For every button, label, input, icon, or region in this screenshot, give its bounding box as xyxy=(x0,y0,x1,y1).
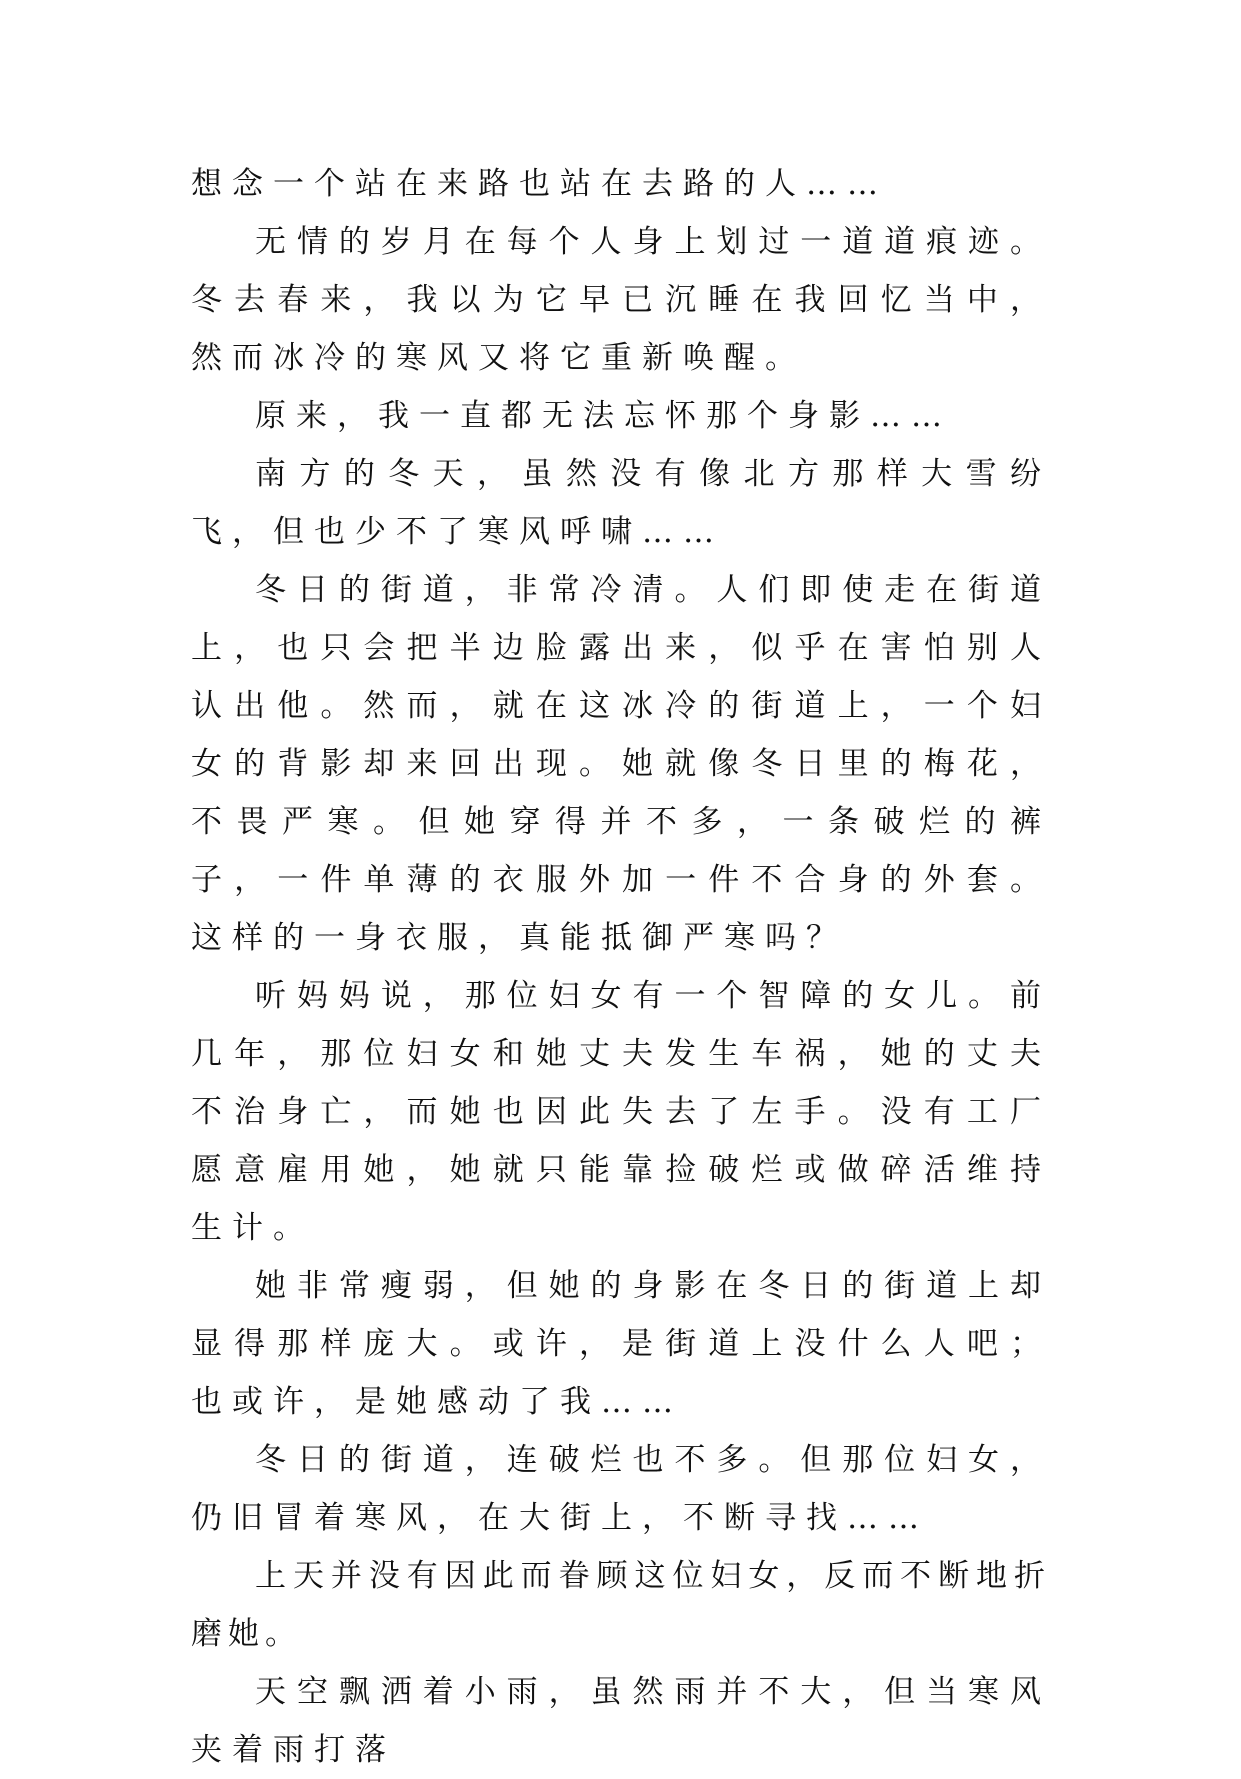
paragraph-9: 上天并没有因此而眷顾这位妇女，反而不断地折磨她。 xyxy=(191,1558,1051,1652)
paragraph-2: 无情的岁月在每个人身上划过一道道痕迹。冬去春来，我以为它早已沉睡在我回忆当中，然而冰冷的寒风又将它重新唤醒。 xyxy=(191,224,1051,376)
article-body xyxy=(191,155,1051,1779)
paragraph-3: 原来，我一直都无法忘怀那个身影…… xyxy=(255,398,952,434)
paragraph-10: 天空飘洒着小雨，虽然雨并不大，但当寒风夹着雨打落 xyxy=(191,1674,1051,1768)
paragraph-8: 冬日的街道，连破烂也不多。但那位妇女，仍旧冒着寒风，在大街上，不断寻找…… xyxy=(191,1442,1051,1536)
paragraph-5: 冬日的街道，非常冷清。人们即使走在街道上，也只会把半边脸露出来，似乎在害怕别人认出他。然而，就在这冰冷的街道上，一个妇女的背影却来回出现。她就像冬日里的梅花，不畏严寒。但她穿得并不多，一条破烂的裤子，一件单薄的衣服外加一件不合身的外套。这样的一身衣服，真能抵御严寒吗？ xyxy=(191,572,1051,956)
paragraph-4: 南方的冬天，虽然没有像北方那样大雪纷飞，但也少不了寒风呼啸…… xyxy=(191,456,1051,550)
paragraph-6: 听妈妈说，那位妇女有一个智障的女儿。前几年，那位妇女和她丈夫发生车祸，她的丈夫不治身亡，而她也因此失去了左手。没有工厂愿意雇用她，她就只能靠捡破烂或做碎活维持生计。 xyxy=(191,978,1051,1246)
paragraph-1: 想念一个站在来路也站在去路的人…… xyxy=(191,166,888,202)
paragraph-7: 她非常瘦弱，但她的身影在冬日的街道上却显得那样庞大。或许，是街道上没什么人吧；也或许，是她感动了我…… xyxy=(191,1268,1051,1420)
